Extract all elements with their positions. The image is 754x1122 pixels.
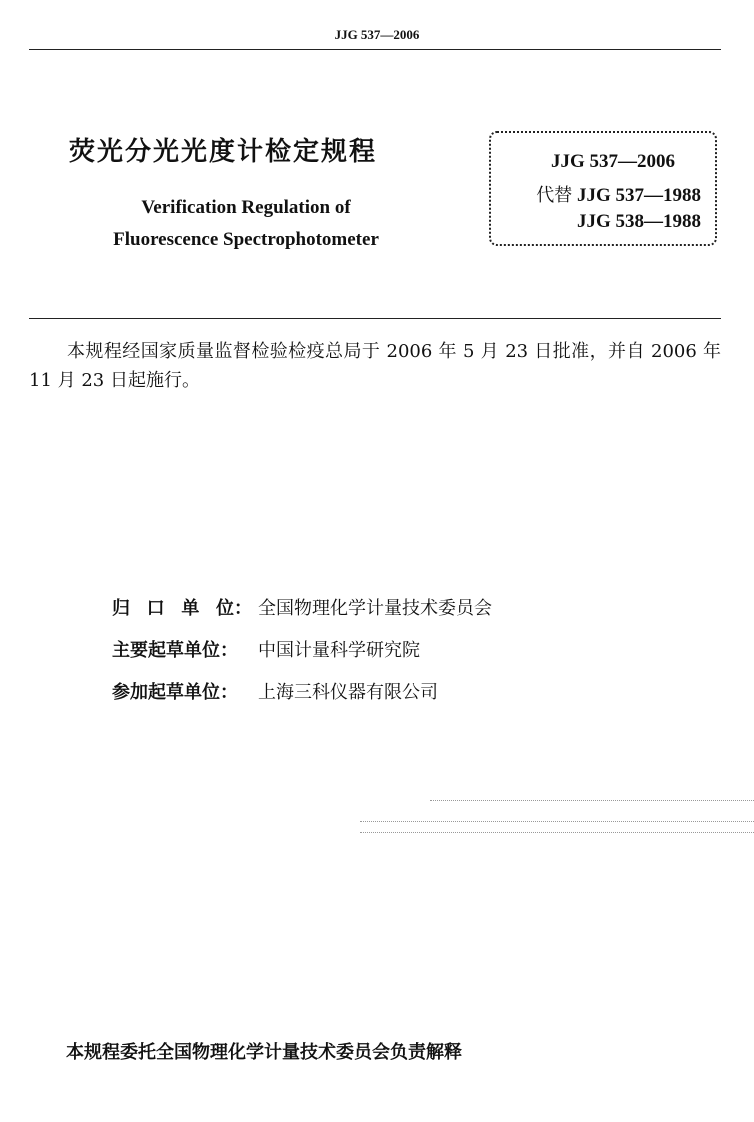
org-label [112,678,258,704]
org-label-text: 主要起草单位 [112,640,220,661]
org-row-main-drafter [112,636,420,662]
replaces-label: 代替 [536,185,573,206]
scan-artifact-line [430,800,754,801]
title-english-line-1: Verification Regulation of [141,197,351,218]
org-row-participating-drafter [112,678,438,704]
title-english-line-2: Fluorescence Spectrophotometer [113,229,379,250]
replaced-code-1: JJG 537—1988 [576,185,701,206]
approval-statement: 本规程经国家质量监督检验检疫总局于 2006 年 5 月 23 日批准，并自 2006 年 11 月 23 日起施行。 [29,341,721,391]
org-colon: ： [234,598,252,619]
org-colon: ： [220,682,238,703]
document-code-header: JJG 537—2006 [334,27,420,42]
section-divider [29,318,721,319]
title-chinese: 荧光分光光度计检定规程 [69,137,378,167]
scan-artifact-line [360,832,754,833]
replaced-code-2: JJG 538—1988 [576,211,701,232]
org-value: 中国计量科学研究院 [258,640,420,661]
replaces-line-1 [536,181,701,207]
org-colon: ： [220,640,238,661]
org-value: 上海三科仪器有限公司 [258,682,438,703]
header-divider [29,49,721,50]
replacement-info-box [489,131,717,246]
org-label: 归口单位 [112,598,234,619]
interpretation-note: 本规程委托全国物理化学计量技术委员会负责解释 [66,1042,462,1063]
scan-artifact-line [360,821,754,822]
org-value: 全国物理化学计量技术委员会 [258,598,492,619]
org-row-responsible [112,594,492,620]
regulation-code: JJG 537—2006 [550,151,675,172]
org-label [112,636,258,662]
org-label-text: 参加起草单位 [112,682,220,703]
